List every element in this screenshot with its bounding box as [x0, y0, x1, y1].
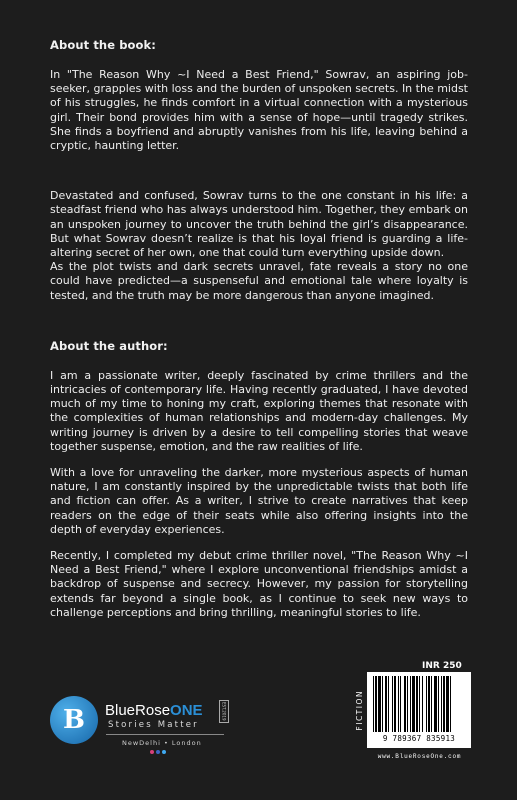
publisher-locations: NewDelhi • London: [122, 739, 202, 747]
barcode-bar: [398, 676, 399, 732]
barcode-bar: [450, 676, 451, 732]
barcode-bar: [443, 676, 445, 732]
barcode-bar: [419, 676, 420, 732]
isbn-number: 9 789367 835913: [382, 734, 456, 743]
barcode-bar: [422, 676, 423, 732]
barcode-bar: [388, 676, 389, 732]
barcode-bar: [404, 676, 406, 732]
genre-label: FICTION: [355, 690, 364, 731]
about-author-paragraph-3: Recently, I completed my debut crime thriller novel, "The Reason Why ~I Need a Best Friend," where I explore unconventional friendships amidst a backdrop of suspense and secrecy. However, my passion for storytelling extends far beyond a single book, as I continue to seek new ways to challenge perceptions and bring thrilling, meaningful stories to life.: [50, 549, 468, 619]
social-icons: [150, 750, 166, 754]
barcode-bar: [394, 676, 396, 732]
about-author-paragraph-1: I am a passionate writer, deeply fascinated by crime thrillers and the intricacies of contemporary life. Having recently graduated, I have devoted much of my time to honing my craft, exploring themes that resonate with the complexities of human relationships and modern-day challenges. My writing journey is driven by a desire to tell compelling stories that weave together suspense, emotion, and the raw realities of life.: [50, 368, 468, 453]
publisher-logo: [50, 692, 230, 762]
back-cover-text: [50, 38, 468, 620]
barcode-bar: [426, 676, 427, 732]
about-book-paragraph-3: As the plot twists and dark secrets unravel, fate reveals a story no one could have predicted—a suspenseful and emotional tale where loyalty is tested, and the truth may be more dangerous than anyone imagined.: [50, 260, 468, 302]
barcode-bars: [373, 676, 465, 732]
barcode-bar: [412, 676, 415, 732]
barcode-bar: [428, 676, 430, 732]
instagram-icon: [150, 750, 154, 754]
about-author-paragraph-2: With a love for unraveling the darker, more mysterious aspects of human nature, I am constantly inspired by the unpredictable twists that both life and fiction can offer. As a writer, I strive to create narratives that keep readers on the edge of their seats while also offering insights into the depth of everyday experiences.: [50, 466, 468, 536]
barcode-bar: [392, 676, 393, 732]
about-book-heading: About the book:: [50, 38, 156, 52]
publisher-name-part2: ONE: [170, 702, 203, 719]
barcode-bar: [441, 676, 442, 732]
barcode-bar: [434, 676, 437, 732]
about-book-paragraph-2: Devastated and confused, Sowrav turns to the one constant in his life: a steadfast friend who has always understood him. Together, they embark on an unspoken journey to uncover the truth behind the girl’s disappearance. But what Sowrav doesn’t realize is that his loyal friend is guarding a life-altering secret of her own, one that could turn everything upside down.: [50, 189, 468, 260]
barcode-bar: [410, 676, 411, 732]
publisher-name: [105, 702, 203, 719]
barcode-bar: [407, 676, 408, 732]
barcode-bar: [382, 676, 383, 732]
publisher-name-part1: BlueRose: [105, 702, 171, 719]
twitter-icon: [162, 750, 166, 754]
barcode-bar: [416, 676, 418, 732]
publisher-website: www.BlueRoseOne.com: [377, 753, 462, 760]
price-label: INR 250: [422, 661, 462, 671]
barcode-bar: [400, 676, 401, 732]
about-book-paragraph-1: In "The Reason Why ~I Need a Best Friend," Sowrav, an aspiring job-seeker, grapples with loss and the burden of unspoken secrets. In the midst of his struggles, he finds comfort in a virtual connection with a mysterious girl. Their bond provides him with a sense of hope—until tragedy strikes. She finds a boyfriend and abruptly vanishes from his life, leaving behind a cryptic, haunting letter.: [50, 68, 468, 153]
logo-divider: [106, 734, 224, 735]
barcode-bar: [373, 676, 374, 732]
barcode-bar: [446, 676, 449, 732]
isbn-barcode: [367, 672, 471, 748]
barcode-bar: [431, 676, 432, 732]
barcode-bar: [378, 676, 381, 732]
facebook-icon: [156, 750, 160, 754]
publisher-logo-icon: [50, 696, 98, 744]
about-author-heading: About the author:: [50, 338, 168, 353]
barcode-bar: [375, 676, 377, 732]
publisher-tagline: Stories Matter: [108, 720, 199, 730]
publisher-est-badge: EST.2019: [219, 700, 229, 723]
barcode-bar: [438, 676, 439, 732]
barcode-bar: [385, 676, 387, 732]
logo-letter: B: [63, 705, 85, 735]
